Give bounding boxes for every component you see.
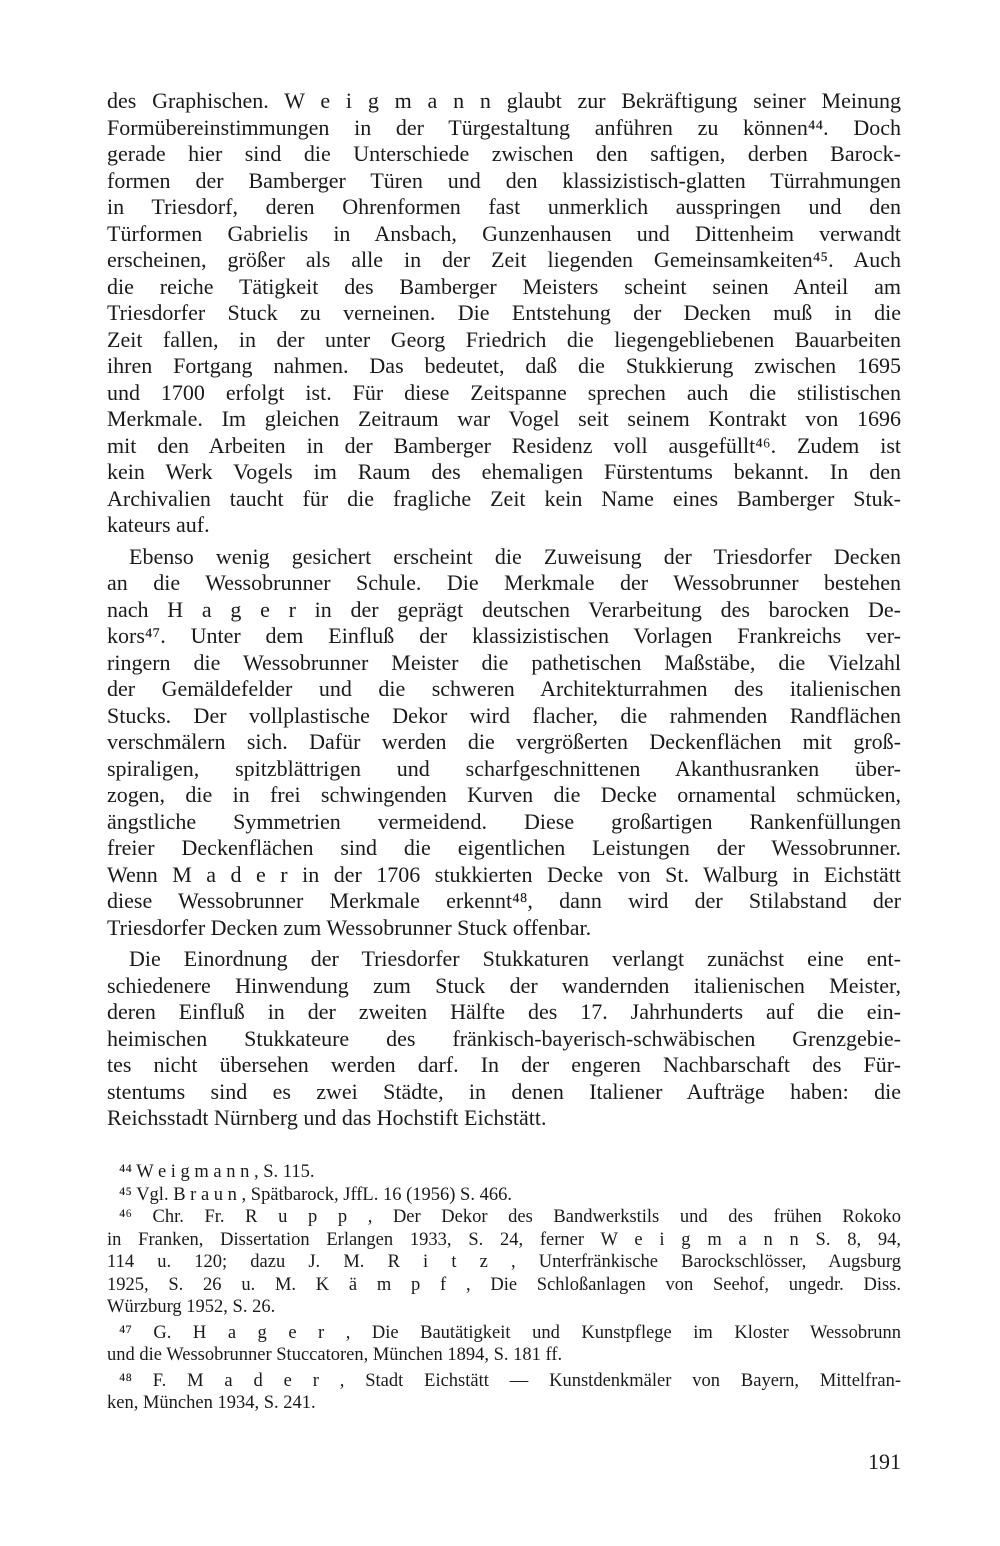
- text-line: Reichsstadt Nürnberg und das Hochstift Eichstätt.: [107, 1105, 547, 1130]
- text-line: kors⁴⁷. Unter dem Einfluß der klassizistischen Vorlagen Frankreichs ver-: [107, 623, 901, 648]
- text-line: tes nicht übersehen werden darf. In der engeren Nachbarschaft des Für-: [107, 1052, 901, 1077]
- text-line: Türformen Gabrielis in Ansbach, Gunzenhausen und Dittenheim verwandt: [107, 220, 901, 246]
- text-line: Triesdorfer Stuck zu verneinen. Die Entstehung der Decken muß in die: [107, 300, 901, 325]
- text-line: in Triesdorf, deren Ohrenformen fast unmerklich ausspringen und den: [107, 194, 901, 219]
- text-line: verschmälern sich. Dafür werden die vergrößerten Deckenflächen mit groß-: [107, 729, 901, 754]
- text-line: zogen, die in frei schwingenden Kurven die Decke ornamental schmücken,: [107, 782, 901, 807]
- text-line: deren Einfluß in der zweiten Hälfte des 17. Jahrhunderts auf die ein-: [107, 999, 901, 1024]
- text-line: ihren Fortgang nahmen. Das bedeutet, daß die Stukkierung zwischen 1695: [107, 353, 901, 378]
- footnote-line: und die Wessobrunner Stuccatoren, München 1894, S. 181 ff.: [107, 1345, 563, 1365]
- text-line: und 1700 erfolgt ist. Für diese Zeitspanne sprechen auch die stilistischen: [107, 379, 901, 405]
- text-line: freier Deckenflächen sind die eigentlichen Leistungen der Wessobrunner.: [107, 835, 901, 860]
- text-line: ringern die Wessobrunner Meister die pathetischen Maßstäbe, die Vielzahl: [107, 649, 901, 675]
- footnote-line: ⁴⁷ G. H a g e r , Die Bautätigkeit und Kunstpflege im Kloster Wessobrunn: [119, 1322, 901, 1343]
- footnote-line: ⁴⁶ Chr. Fr. R u p p , Der Dekor des Bandwerkstils und des frühen Rokoko: [119, 1207, 901, 1227]
- footnote-line: ⁴⁸ F. M a d e r , Stadt Eichstätt — Kunstdenkmäler von Bayern, Mittelfran-: [119, 1370, 901, 1391]
- text-line: Stucks. Der vollplastische Dekor wird flacher, die rahmenden Randflächen: [107, 702, 901, 728]
- text-line: mit den Arbeiten in der Bamberger Residenz voll ausgefüllt⁴⁶. Zudem ist: [107, 432, 901, 458]
- text-line: Zeit fallen, in der unter Georg Friedrich die liegengebliebenen Bauarbeiten: [107, 326, 901, 352]
- text-line: stentums sind es zwei Städte, in denen Italiener Aufträge haben: die: [107, 1078, 901, 1104]
- text-line: Triesdorfer Decken zum Wessobrunner Stuck offenbar.: [107, 914, 592, 940]
- text-line: kateurs auf.: [107, 512, 210, 537]
- footnote-line: 114 u. 120; dazu J. M. R i t z , Unterfränkische Barockschlösser, Augsburg: [107, 1252, 901, 1272]
- text-line: schiedenere Hinwendung zum Stuck der wandernden italienischen Meister,: [107, 972, 901, 998]
- page-number: 191: [868, 1449, 901, 1474]
- text-line: nach H a g e r in der geprägt deutschen Verarbeitung des barocken De-: [107, 596, 901, 622]
- text-line: Wenn M a d e r in der 1706 stukkierten Decke von St. Walburg in Eichstätt: [107, 861, 901, 887]
- text-line: an die Wessobrunner Schule. Die Merkmale der Wessobrunner bestehen: [107, 570, 901, 595]
- text-line: erscheinen, größer als alle in der Zeit liegenden Gemeinsamkeiten⁴⁵. Auch: [107, 247, 901, 272]
- text-line: heimischen Stukkateure des fränkisch-bayerisch-schwäbischen Grenzgebie-: [107, 1025, 901, 1051]
- footnotes: [107, 1161, 901, 1415]
- footnote-line: ⁴⁵ Vgl. B r a u n , Spätbarock, JffL. 16 (1956) S. 466.: [119, 1184, 512, 1205]
- text-line: die reiche Tätigkeit des Bamberger Meisters scheint seinen Anteil am: [107, 273, 901, 299]
- text-line: Formübereinstimmungen in der Türgestaltung anführen zu können⁴⁴. Doch: [107, 114, 901, 140]
- text-line: ängstliche Symmetrien vermeidend. Diese großartigen Rankenfüllungen: [107, 808, 901, 834]
- text-line: kein Werk Vogels im Raum des ehemaligen Fürstentums bekannt. In den: [107, 459, 901, 484]
- footnote-line: 1925, S. 26 u. M. K ä m p f , Die Schloßanlagen von Seehof, ungedr. Diss.: [107, 1274, 901, 1295]
- footnote-line: ⁴⁴ W e i g m a n n , S. 115.: [119, 1162, 315, 1182]
- text-line: Die Einordnung der Triesdorfer Stukkaturen verlangt zunächst eine ent-: [129, 946, 901, 971]
- footnote-line: in Franken, Dissertation Erlangen 1933, S. 24, ferner W e i g m a n n S. 8, 94,: [107, 1229, 901, 1250]
- text-line: der Gemäldefelder und die schweren Architekturrahmen des italienischen: [107, 676, 901, 701]
- text-line: des Graphischen. W e i g m a n n glaubt zur Bekräftigung seiner Meinung: [107, 88, 901, 113]
- text-line: Archivalien taucht für die fragliche Zeit kein Name eines Bamberger Stuk-: [107, 485, 901, 511]
- text-line: gerade hier sind die Unterschiede zwischen den saftigen, derben Barock-: [107, 141, 901, 166]
- text-line: Merkmale. Im gleichen Zeitraum war Vogel seit seinem Kontrakt von 1696: [107, 406, 901, 431]
- footnote-line: Würzburg 1952, S. 26.: [107, 1297, 276, 1317]
- text-line: formen der Bamberger Türen und den klassizistisch-glatten Türrahmungen: [107, 167, 901, 193]
- text-line: spiraligen, spitzblättrigen und scharfgeschnittenen Akanthusranken über-: [107, 755, 901, 781]
- text-line: diese Wessobrunner Merkmale erkennt⁴⁸, dann wird der Stilabstand der: [107, 888, 901, 913]
- body-text: [107, 88, 901, 1132]
- text-line: Ebenso wenig gesichert erscheint die Zuweisung der Triesdorfer Decken: [129, 543, 901, 569]
- footnote-line: ken, München 1934, S. 241.: [107, 1393, 316, 1413]
